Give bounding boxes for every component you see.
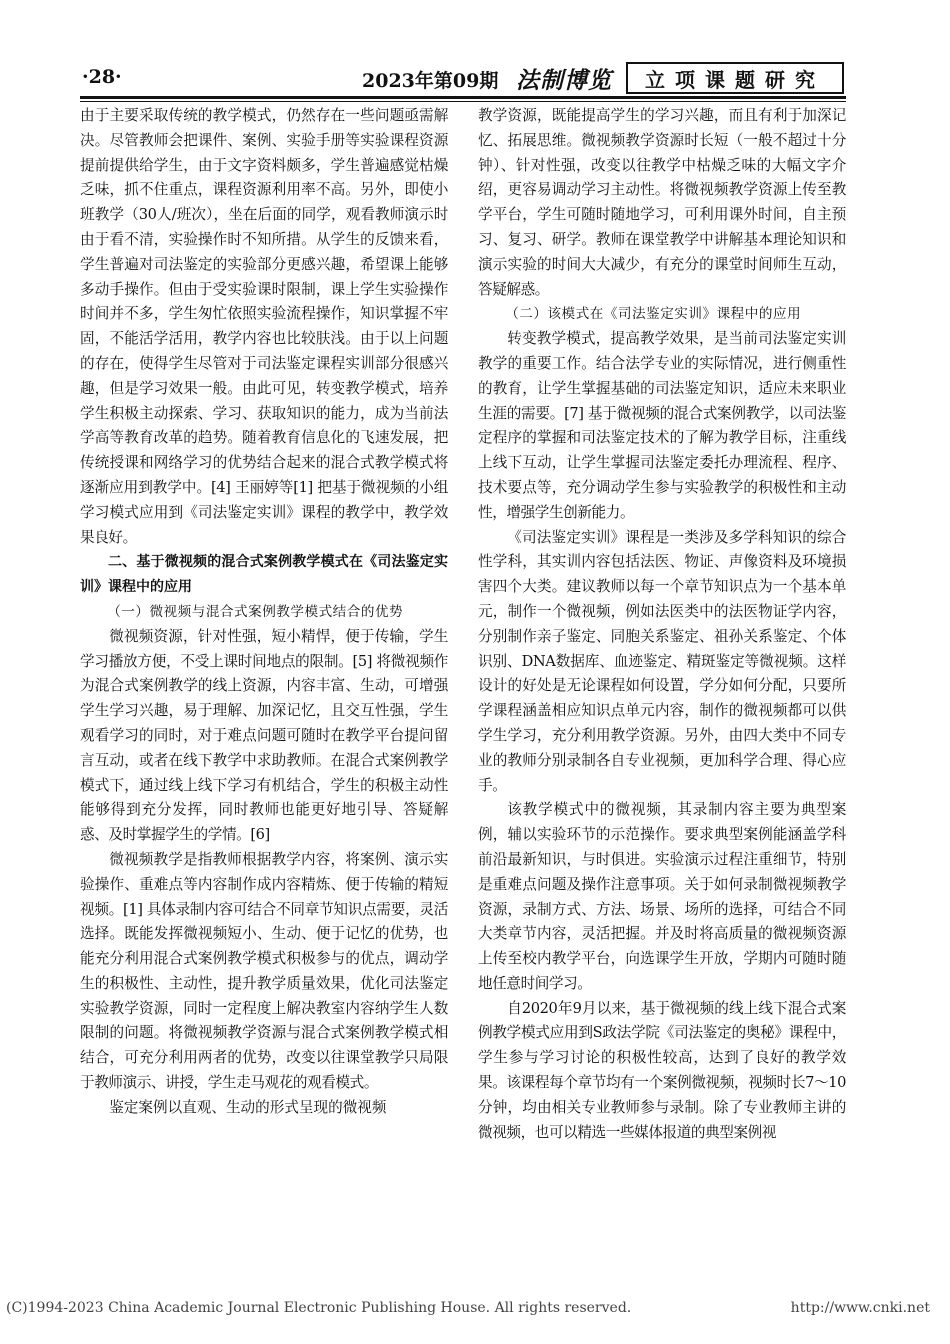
body-paragraph: 微视频教学是指教师根据教学内容，将案例、演示实验操作、重难点等内容制作成内容精炼、便于传输的精短视频。[1] 具体录制内容可结合不同章节知识点需要，灵活选择。既能发挥微视频短小、生动、便于记忆的优势，也能充分利用混合式案例教学模式积极参与的优点，调动学生的积极性、主动性，提升教学质量效果，优化司法鉴定实验教学资源，同时一定程度上解决教室内容纳学生人数限制的问题。将微视频教学资源与混合式案例教学模式相结合，可充分利用两者的优势，改变以往课堂教学只局限于教师演示、讲授，学生走马观花的观看模式。 (80, 850, 448, 1092)
section-tag: 立项课题研究 (626, 62, 844, 94)
header-rule-thin (80, 101, 846, 102)
section-heading: 二、基于微视频的混合式案例教学模式在《司法鉴定实训》课程中的应用 (80, 554, 448, 596)
journal-title: 法制博览 (516, 67, 612, 94)
body-paragraph: 自2020年9月以来，基于微视频的线上线下混合式案例教学模式应用到S政法学院《司法鉴定的奥秘》课程中，学生参与学习讨论的积极性较高，达到了良好的教学效果。该课程每个章节均有一个案例微视频，视频时长7～10分钟，均由相关专业教师参与录制。除了专业教师主讲的微视频，也可以精选一些媒体报道的典型案例视 (478, 999, 846, 1141)
issue-label: 2023年第09期 (362, 70, 499, 92)
body-paragraph: 由于主要采取传统的教学模式，仍然存在一些问题亟需解决。尽管教师会把课件、案例、实验手册等实验课程资源提前提供给学生，由于文字资料颇多，学生普遍感觉枯燥乏味，抓不住重点，课程资源利用率不高。另外，即使小班教学（30人/班次），坐在后面的同学，观看教师演示时由于看不清，实验操作时不知所措。从学生的反馈来看，学生普遍对司法鉴定的实验部分更感兴趣，希望课上能够多动手操作。但由于受实验课时限制，课上学生实验操作时间并不多，学生匆忙依照实验流程操作，知识掌握不牢固，不能活学活用，教学内容也比较肤浅。由于以上问题的存在，使得学生尽管对于司法鉴定课程实训部分很感兴趣，但是学习效果一般。由此可见，转变教学模式，培养学生积极主动探索、学习、获取知识的能力，成为当前法学高等教育改革的趋势。随着教育信息化的飞速发展，把传统授课和网络学习的优势结合起来的混合式教学模式将逐渐应用到教学中。[4] 王丽婷等[1] 把基于微视频的小组学习模式应用到《司法鉴定实训》课程的教学中，教学效果良好。 (80, 107, 448, 546)
site-link[interactable]: http://www.cnki.net (790, 1300, 930, 1316)
subsection-heading: （一）微视频与混合式案例教学模式结合的优势 (107, 603, 404, 620)
body-paragraph: 微视频资源，针对性强，短小精悍，便于传输，学生学习播放方便，不受上课时间地点的限制。[5] 将微视频作为混合式案例教学的线上资源，内容丰富、生动，可增强学生学习兴趣，易于理解、加深记忆，且交互性强，学生观看学习的同时，对于难点问题可随时在教学平台提问留言互动，或者在线下教学中求助教师。在混合式案例教学模式下，通过线上线下学习有机结合，学生的积极主动性能够得到充分发挥，同时教师也能更好地引导、答疑解惑、及时掌握学生的学情。[6] (80, 627, 448, 844)
body-paragraph: 转变教学模式，提高教学效果，是当前司法鉴定实训教学的重要工作。结合法学专业的实际情况，进行侧重性的教育，让学生掌握基础的司法鉴定知识，适应未来职业生涯的需要。[7] 基于微视频的混合式案例教学，以司法鉴定程序的掌握和司法鉴定技术的了解为教学目标，注重线上线下互动，让学生掌握司法鉴定委托办理流程、程序、技术要点等，充分调动学生参与实验教学的积极性和主动性，增强学生创新能力。 (478, 330, 846, 521)
page-number: ·28· (82, 66, 122, 88)
right-column (478, 104, 846, 1145)
body-paragraph: 该教学模式中的微视频，其录制内容主要为典型案例，辅以实验环节的示范操作。要求典型案例能涵盖学科前沿最新知识，与时俱进。实验演示过程注重细节，特别是重难点问题及操作注意事项。关于如何录制微视频教学资源，录制方式、方法、场景、场所的选择，可结合不同大类章节内容，灵活把握。并及时将高质量的微视频资源上传至校内教学平台，向选课学生开放，学期内可随时随地任意时间学习。 (478, 801, 846, 992)
body-paragraph: 教学资源，既能提高学生的学习兴趣，而且有利于加深记忆、拓展思维。微视频教学资源时长短（一般不超过十分钟）、针对性强，改变以往教学中枯燥乏味的大幅文字介绍，更容易调动学习主动性。将微视频教学资源上传至教学平台，学生可随时随地学习，可利用课外时间，自主预习、复习、研学。教师在课堂教学中讲解基本理论知识和演示实验的时间大大减少，有充分的课堂时间师生互动，答疑解惑。 (478, 107, 846, 298)
body-paragraph: 《司法鉴定实训》课程是一类涉及多学科知识的综合性学科，其实训内容包括法医、物证、声像资料及环境损害四个大类。建议教师以每一个章节知识点为一个基本单元，制作一个微视频，例如法医类中的法医物证学内容，分别制作亲子鉴定、同胞关系鉴定、祖孙关系鉴定、个体识别、DNA数据库、血迹鉴定、精斑鉴定等微视频。这样设计的好处是无论课程如何设置，学分如何分配，只要所学课程涵盖相应知识点单元内容，制作的微视频都可以供学生学习，充分利用教学资源。另外，由四大类中不同专业的教师分别录制各自专业视频，更加科学合理、得心应手。 (478, 528, 846, 794)
body-paragraph: 鉴定案例以直观、生动的形式呈现的微视频 (109, 1098, 387, 1116)
subsection-heading: （二）该模式在《司法鉴定实训》课程中的应用 (505, 306, 802, 323)
left-column (80, 104, 448, 1121)
page-footer (0, 1294, 950, 1324)
copyright-notice: (C)1994-2023 China Academic Journal Electronic Publishing House. All rights reserved. (6, 1300, 632, 1316)
header-rule (80, 96, 846, 99)
page-header (0, 0, 950, 100)
